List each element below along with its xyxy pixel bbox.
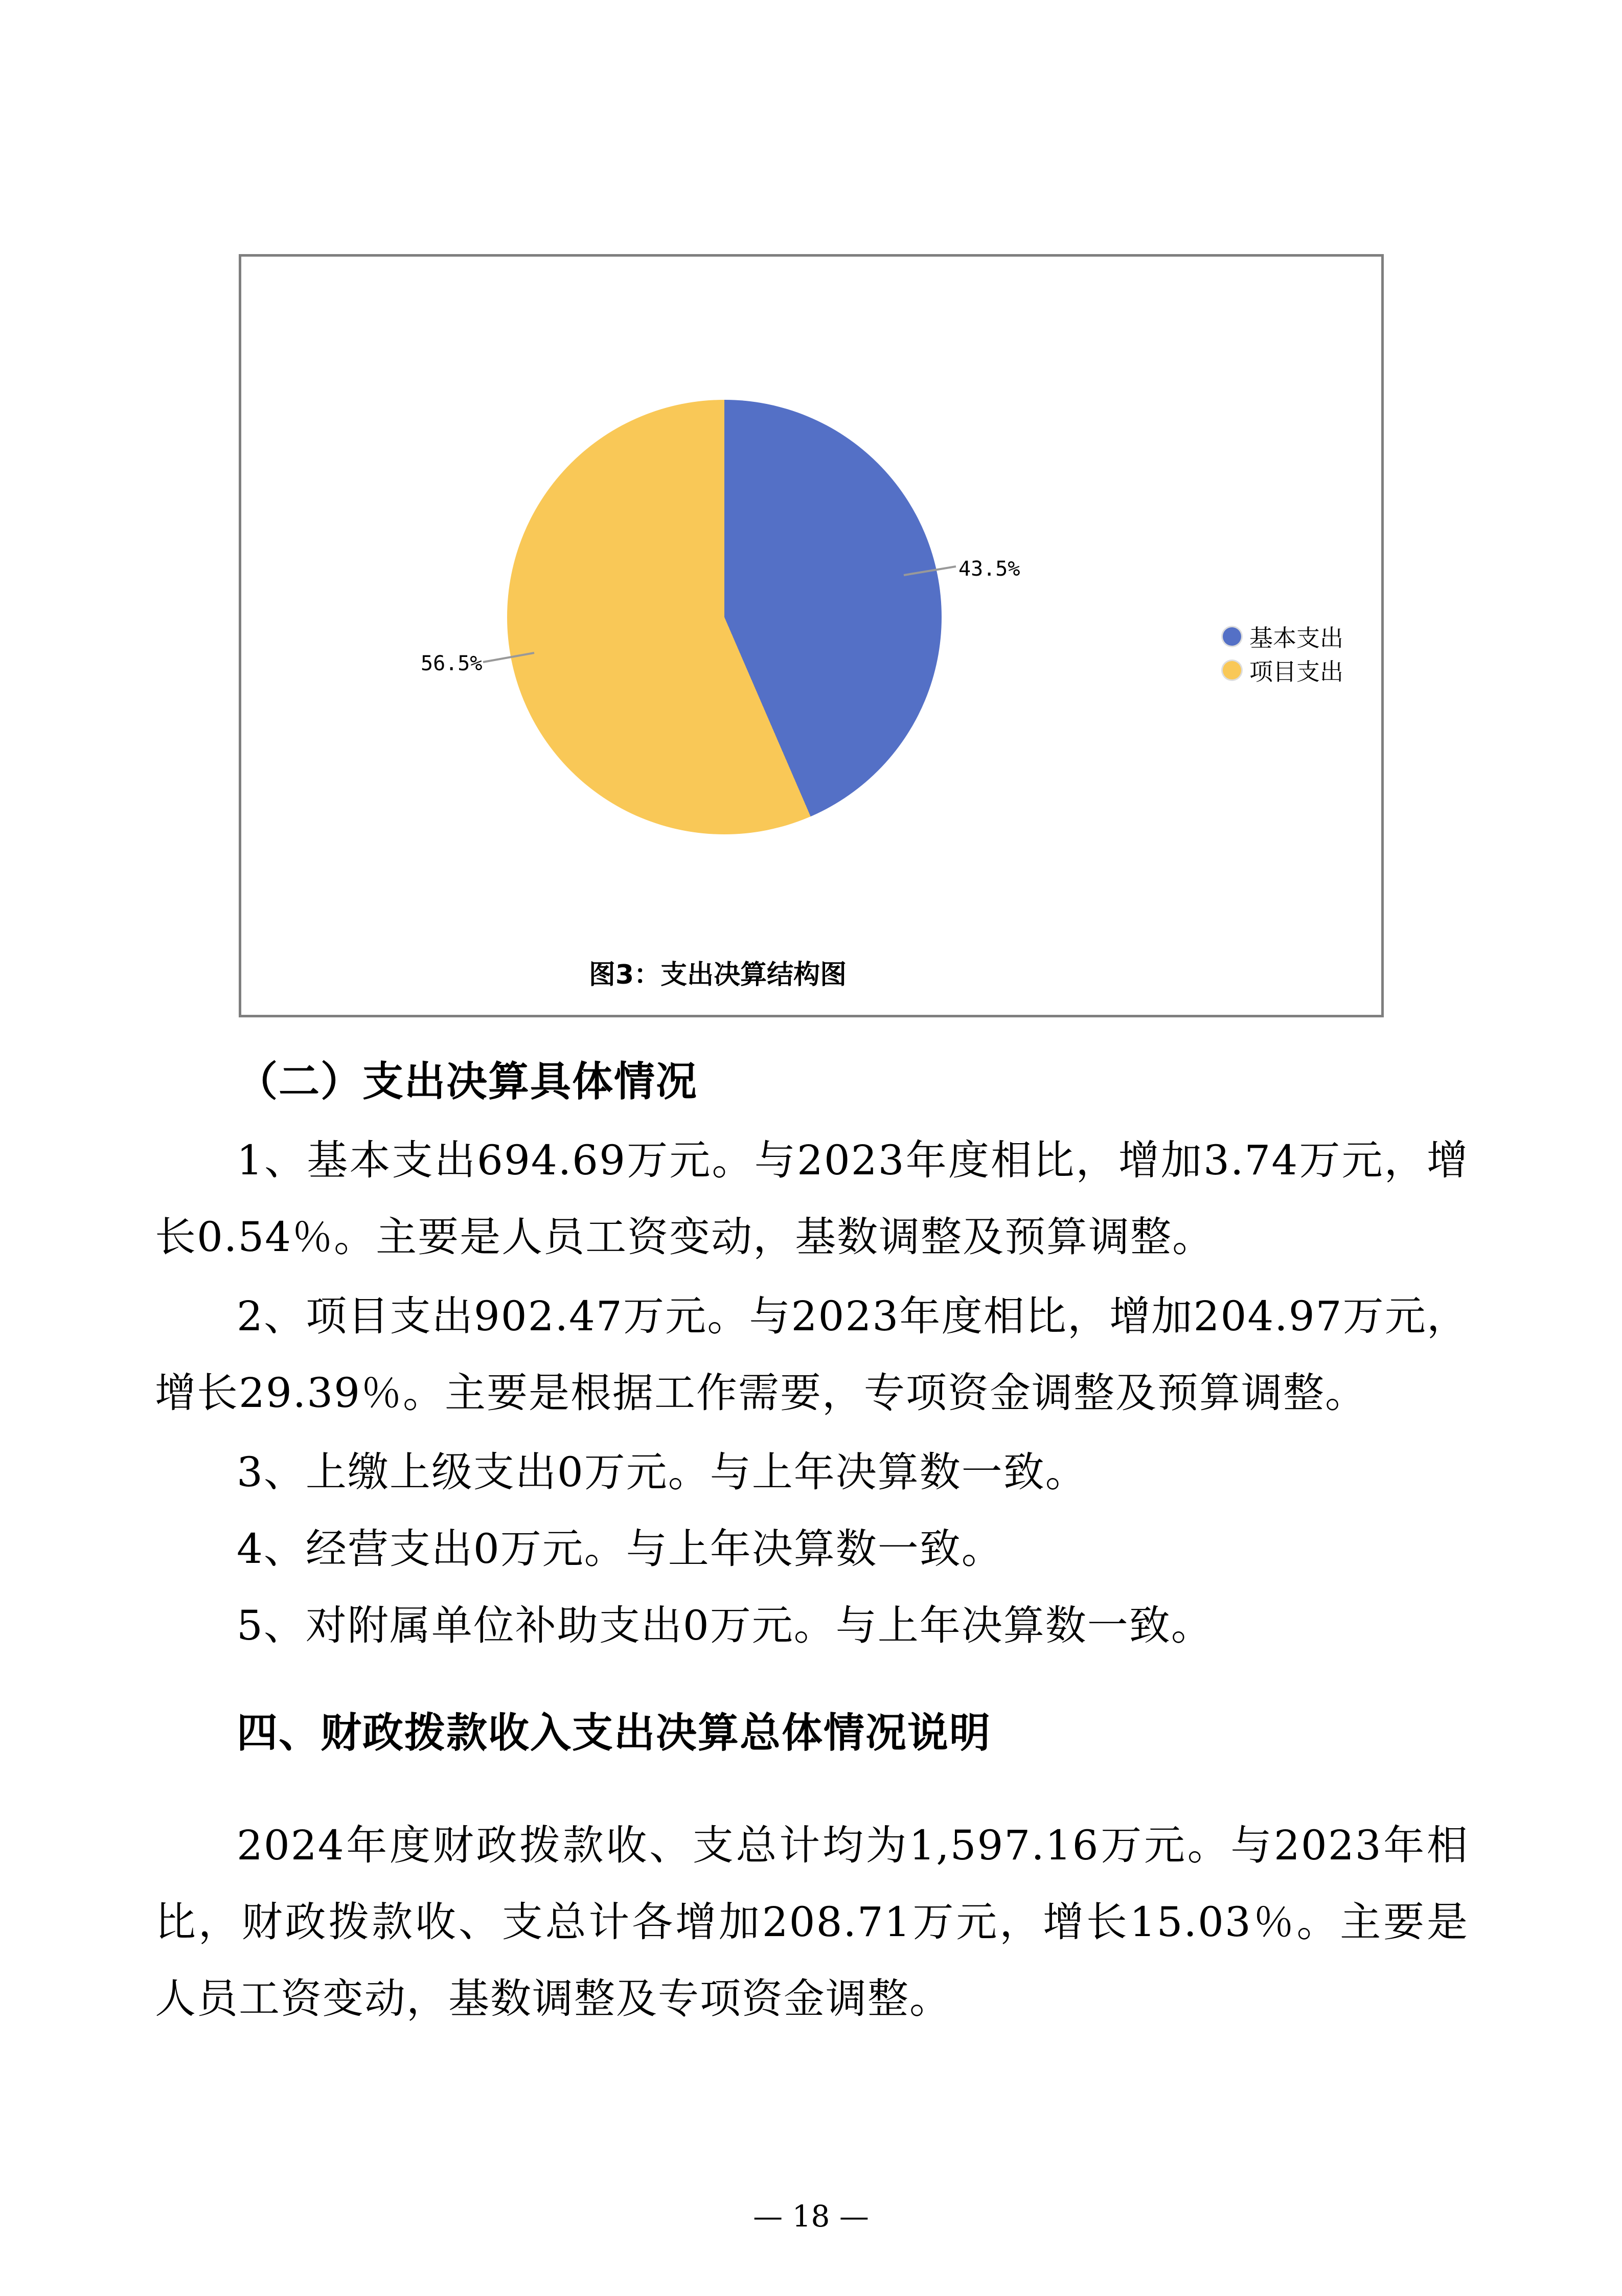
pie-chart bbox=[507, 400, 942, 834]
legend-swatch-basic-icon bbox=[1223, 627, 1241, 646]
para-upper-level-expenditure: 3、上缴上级支出0万元。与上年决算数一致。 bbox=[237, 1448, 1087, 1496]
page-number: — 18 — bbox=[753, 2199, 869, 2234]
subsection-heading-expenditure-detail: （二）支出决算具体情况 bbox=[237, 1057, 698, 1105]
pie-value-label-project: 56.5% bbox=[421, 652, 483, 675]
chart-figure bbox=[239, 254, 1384, 1017]
para-project-expenditure: 2、项目支出902.47万元。与2023年度相比，增加204.97万元，增长29.39％。主要是根据工作需要，专项资金调整及预算调整。 bbox=[155, 1292, 1469, 1417]
legend-swatch-project-icon bbox=[1223, 661, 1241, 679]
para-operating-expenditure: 4、经营支出0万元。与上年决算数一致。 bbox=[237, 1525, 1003, 1573]
pie-value-label-basic: 43.5% bbox=[958, 557, 1020, 581]
legend-item-basic bbox=[1223, 620, 1343, 653]
para-basic-expenditure: 1、基本支出694.69万元。与2023年度相比，增加3.74万元，增长0.54％。主要是人员工资变动，基数调整及预算调整。 bbox=[155, 1136, 1469, 1261]
legend-label-basic: 基本支出 bbox=[1249, 624, 1343, 652]
legend-item-project bbox=[1223, 653, 1343, 687]
para-fiscal-appropriation-summary: 2024年度财政拨款收、支总计均为1,597.16万元。与2023年相比，财政拨款收、支总计各增加208.71万元，增长15.03％。主要是人员工资变动，基数调整及专项资金调整。 bbox=[155, 1822, 1469, 2022]
section-heading-fiscal-appropriation: 四、财政拨款收入支出决算总体情况说明 bbox=[237, 1709, 991, 1757]
chart-title: 图3：支出决算结构图 bbox=[588, 960, 847, 990]
chart-legend bbox=[1223, 620, 1343, 687]
para-subsidy-expenditure: 5、对附属单位补助支出0万元。与上年决算数一致。 bbox=[237, 1602, 1213, 1649]
legend-label-project: 项目支出 bbox=[1249, 658, 1343, 686]
